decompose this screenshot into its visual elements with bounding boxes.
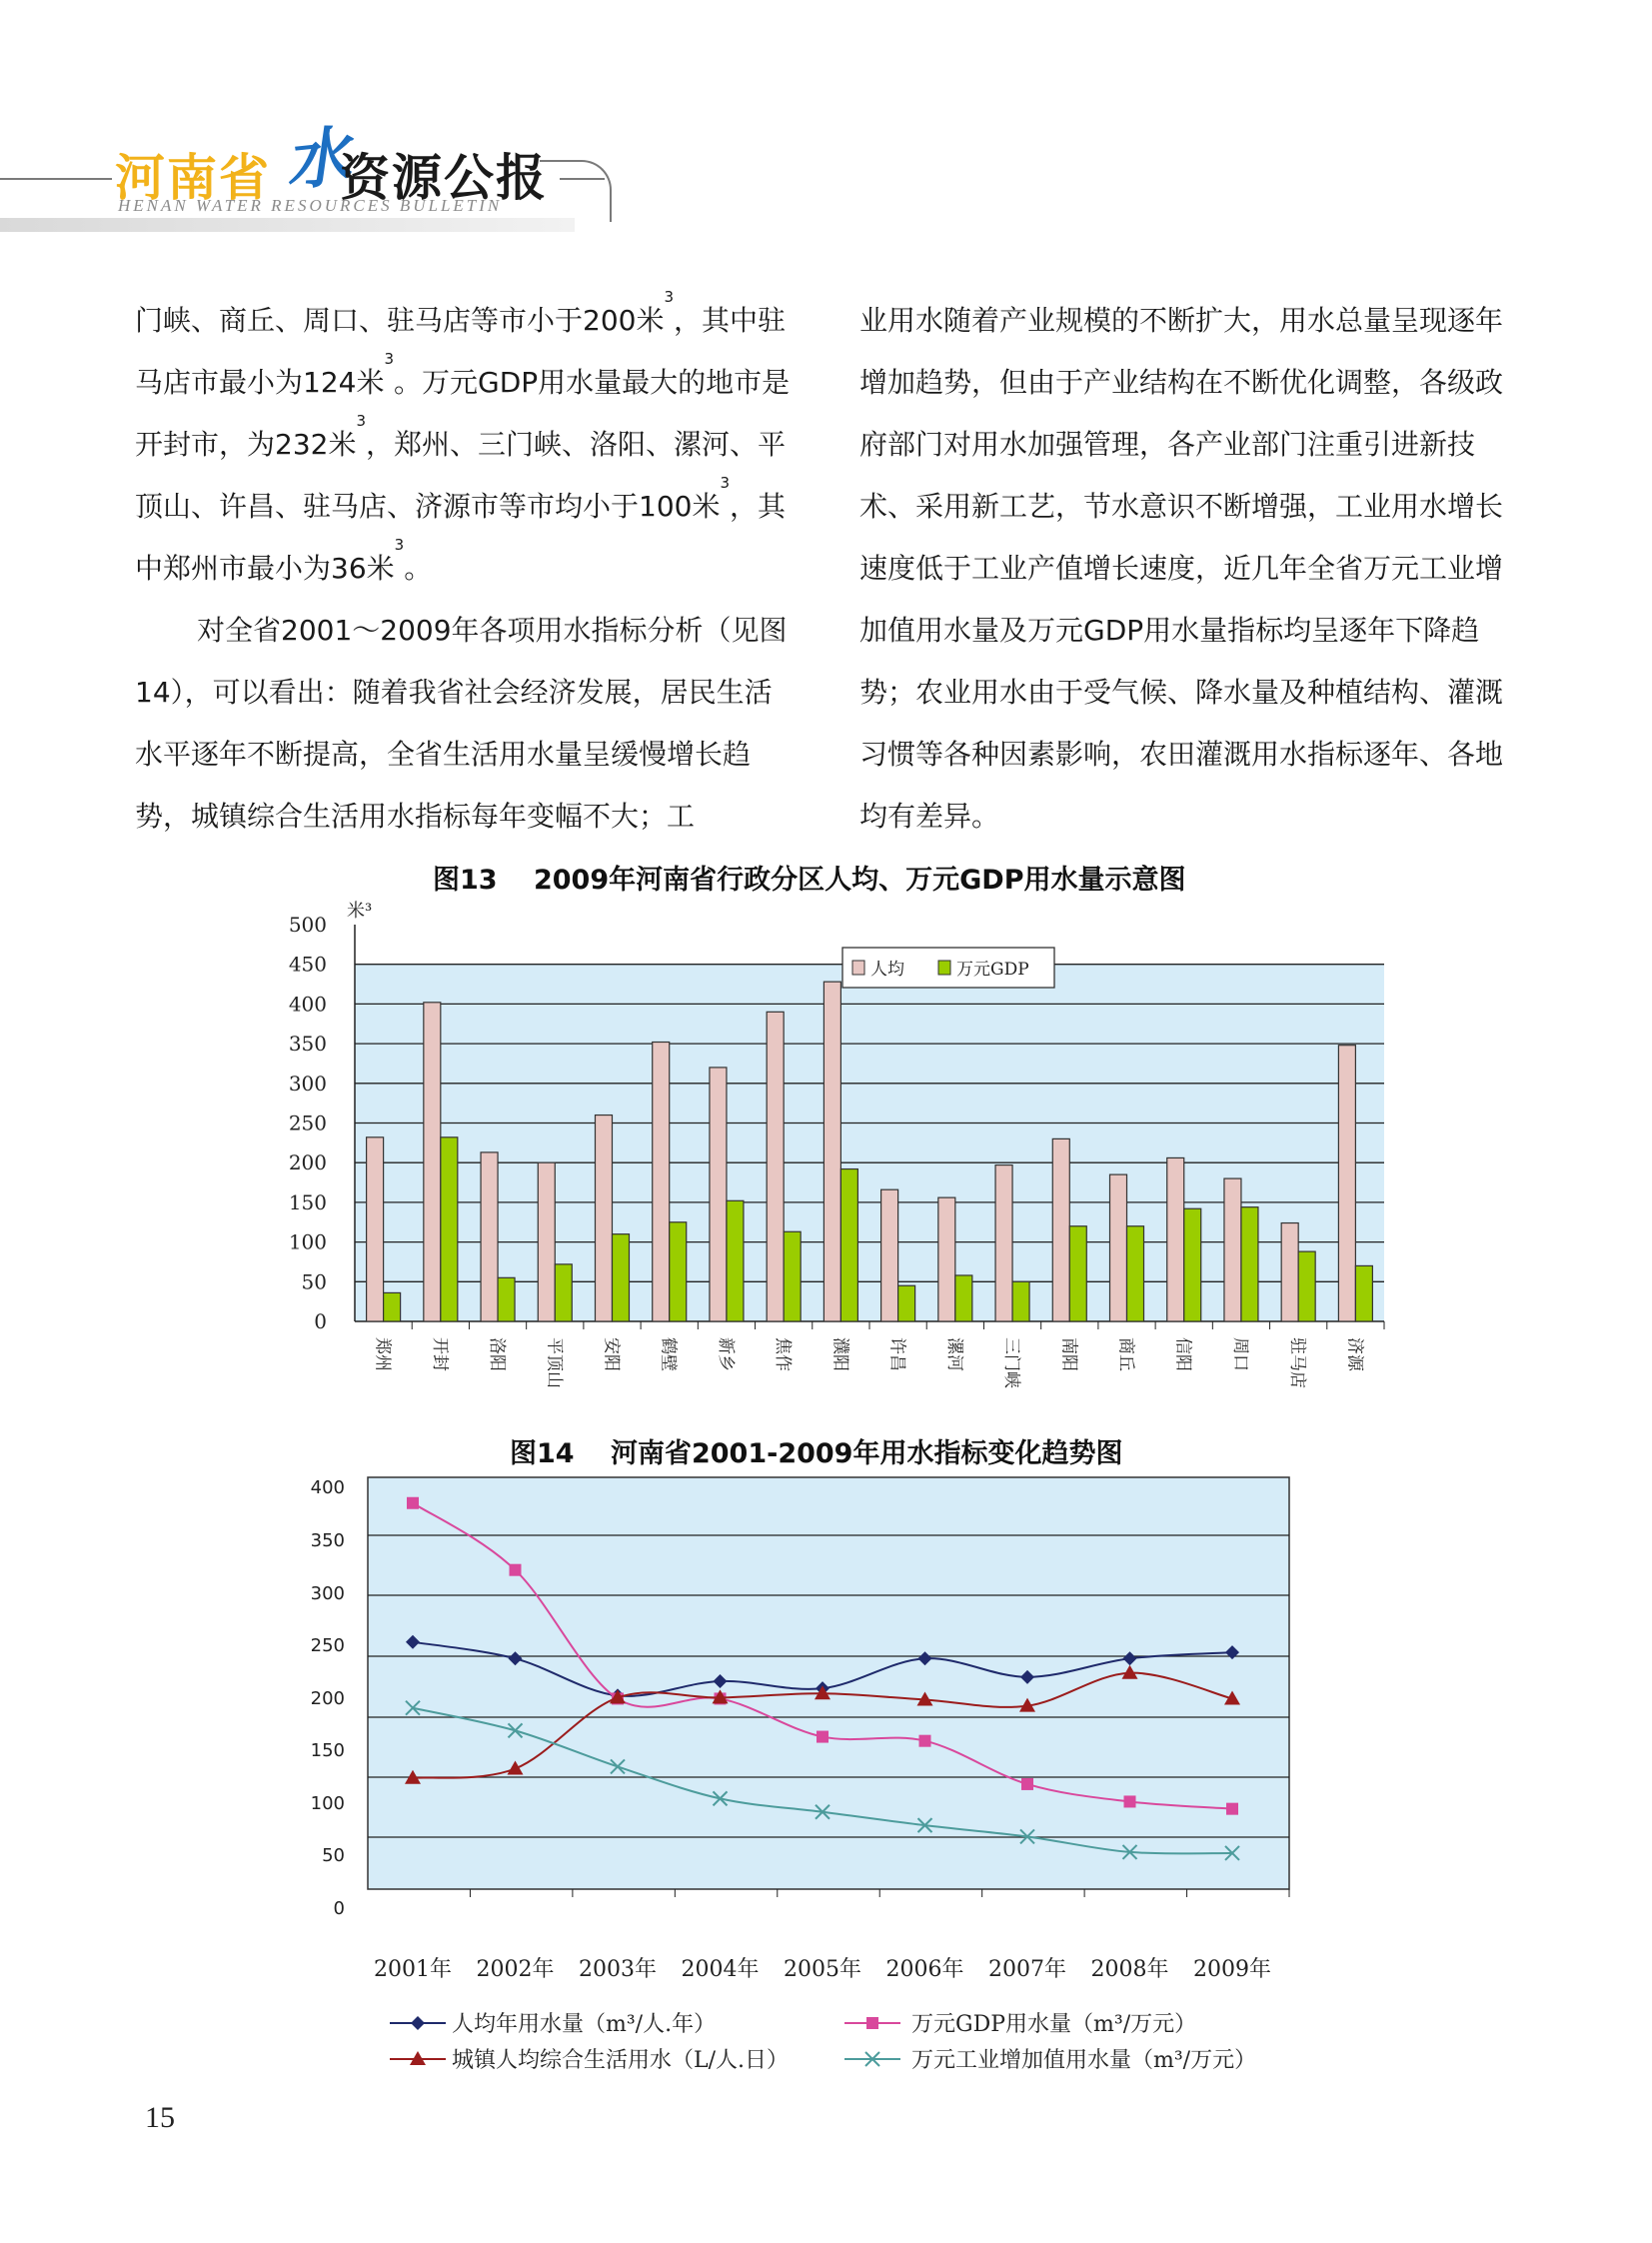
legend-label: 万元GDP bbox=[956, 960, 1029, 980]
series-point-1 bbox=[1124, 1795, 1136, 1807]
bar-per-capita bbox=[653, 1043, 670, 1321]
bar-per-capita bbox=[938, 1197, 955, 1321]
x-category-label: 漯河 bbox=[943, 1337, 964, 1371]
text-run: ，郑州、三门峡、洛阳、漯河、平顶山、许昌、驻马店、济源市等市均小于100米 bbox=[135, 428, 787, 523]
text-run: 。万元GDP用水量最大的地市是开封市，为232米 bbox=[135, 366, 791, 461]
bar-per-capita bbox=[1052, 1138, 1069, 1321]
y-tick-label: 350 bbox=[288, 1032, 327, 1057]
legend-swatch bbox=[938, 961, 950, 975]
header-subtitle: HENAN WATER RESOURCES BULLETIN bbox=[118, 196, 503, 215]
x-category-label: 商丘 bbox=[1115, 1337, 1136, 1371]
y-tick-label: 350 bbox=[310, 1530, 345, 1551]
superscript: 3 bbox=[720, 474, 730, 492]
x-category-label: 许昌 bbox=[886, 1337, 907, 1371]
y-tick-label: 100 bbox=[288, 1229, 327, 1254]
bar-per-capita bbox=[424, 1003, 441, 1321]
y-tick-label: 150 bbox=[310, 1740, 345, 1761]
x-category-label: 濮阳 bbox=[829, 1337, 850, 1371]
paragraph-left-2: 对全省2001～2009年各项用水指标分析（见图14），可以看出：随着我省社会经济发展，居民生活水平逐年不断提高，全省生活用水量呈缓慢增长趋势，城镇综合生活用水指标每年变幅不大；工 bbox=[135, 614, 788, 833]
x-tick-label: 2004年 bbox=[681, 1957, 760, 1982]
legend-marker bbox=[411, 2016, 425, 2030]
y-tick-label: 300 bbox=[288, 1071, 327, 1096]
bar-gdp bbox=[784, 1231, 801, 1321]
bar-per-capita bbox=[538, 1162, 555, 1321]
series-point-1 bbox=[510, 1564, 522, 1576]
figure-13-caption: 图13 2009年河南省行政分区人均、万元GDP用水量示意图 bbox=[433, 865, 1186, 896]
y-tick-label: 150 bbox=[288, 1189, 327, 1214]
legend-label: 人均年用水量（m³/人.年） bbox=[452, 2012, 717, 2037]
x-category-label: 洛阳 bbox=[487, 1337, 508, 1371]
bar-per-capita bbox=[767, 1012, 784, 1321]
bar-gdp bbox=[1355, 1265, 1372, 1321]
bar-per-capita bbox=[481, 1152, 498, 1321]
bar-gdp bbox=[1298, 1251, 1315, 1321]
series-point-1 bbox=[1226, 1803, 1238, 1815]
bar-gdp bbox=[840, 1169, 857, 1321]
y-tick-label: 50 bbox=[301, 1269, 327, 1294]
bar-gdp bbox=[498, 1277, 515, 1321]
bar-gdp bbox=[441, 1137, 458, 1321]
x-tick-label: 2002年 bbox=[476, 1957, 555, 1982]
paragraph-right-1: 业用水随着产业规模的不断扩大，用水总量呈现逐年增加趋势，但由于产业结构在不断优化调整，各级政府部门对用水加强管理，各产业部门注重引进新技术、采用新工艺，节水意识不断增强，工业用水增长速度低于工业产值增长速度，近几年全省万元工业增加值用水量及万元GDP用水量指标均呈逐年下降趋势；农业用水由于受气候、降水量及种植结构、灌溉习惯等各种因素影响，农田灌溉用水指标逐年、各地均有差异。 bbox=[859, 304, 1504, 833]
bar-per-capita bbox=[367, 1137, 384, 1321]
x-category-label: 焦作 bbox=[773, 1337, 794, 1371]
x-tick-label: 2007年 bbox=[988, 1957, 1066, 1982]
bar-per-capita bbox=[881, 1189, 898, 1321]
x-category-label: 信阳 bbox=[1172, 1337, 1193, 1371]
bar-per-capita bbox=[824, 982, 840, 1321]
legend-marker bbox=[866, 2017, 878, 2029]
x-tick-label: 2006年 bbox=[885, 1957, 964, 1982]
series-point-1 bbox=[407, 1497, 419, 1509]
bar-gdp bbox=[1012, 1281, 1029, 1321]
x-category-label: 周口 bbox=[1229, 1337, 1250, 1371]
x-category-label: 鹤壁 bbox=[658, 1337, 679, 1371]
bar-per-capita bbox=[596, 1116, 613, 1321]
text-run: 。 bbox=[404, 552, 433, 585]
y-tick-label: 50 bbox=[322, 1845, 345, 1866]
superscript: 3 bbox=[394, 536, 405, 554]
x-tick-label: 2008年 bbox=[1090, 1957, 1169, 1982]
header-title-part1: 河南省 bbox=[115, 149, 271, 207]
line-chart-plot-area bbox=[368, 1477, 1289, 1889]
x-category-label: 新乡 bbox=[715, 1337, 736, 1371]
series-point-1 bbox=[919, 1735, 931, 1747]
superscript: 3 bbox=[384, 350, 394, 368]
bar-gdp bbox=[727, 1200, 744, 1321]
y-tick-label: 500 bbox=[288, 913, 327, 937]
bar-gdp bbox=[1127, 1226, 1144, 1321]
x-category-label: 驻马店 bbox=[1287, 1337, 1308, 1388]
bar-gdp bbox=[1184, 1208, 1201, 1321]
y-tick-label: 250 bbox=[288, 1111, 327, 1135]
y-tick-label: 250 bbox=[310, 1635, 345, 1656]
bar-gdp bbox=[955, 1275, 972, 1321]
bar-per-capita bbox=[710, 1068, 727, 1321]
x-category-label: 南阳 bbox=[1058, 1337, 1079, 1371]
header-title-part2: 资源公报 bbox=[340, 149, 548, 207]
x-category-label: 开封 bbox=[429, 1337, 450, 1371]
bar-gdp bbox=[384, 1292, 401, 1321]
bar-per-capita bbox=[1110, 1174, 1127, 1321]
y-tick-label: 450 bbox=[288, 952, 327, 977]
superscript: 3 bbox=[356, 412, 366, 430]
x-category-label: 安阳 bbox=[601, 1337, 622, 1371]
y-tick-label: 200 bbox=[288, 1150, 327, 1175]
bar-gdp bbox=[670, 1222, 687, 1321]
text-run: ，其中郑州市最小为36米 bbox=[135, 490, 787, 585]
x-category-label: 郑州 bbox=[372, 1337, 393, 1371]
text-run: ，其中驻马店市最小为124米 bbox=[135, 304, 787, 399]
bar-gdp bbox=[898, 1285, 915, 1321]
bar-per-capita bbox=[1224, 1178, 1241, 1321]
x-tick-label: 2009年 bbox=[1193, 1957, 1271, 1982]
series-point-1 bbox=[1021, 1778, 1033, 1790]
x-category-label: 平顶山 bbox=[544, 1337, 565, 1388]
legend-swatch bbox=[852, 961, 864, 975]
x-tick-label: 2001年 bbox=[374, 1957, 452, 1982]
y-tick-label: 400 bbox=[310, 1477, 345, 1498]
figure-14-caption: 图14 河南省2001-2009年用水指标变化趋势图 bbox=[510, 1438, 1123, 1469]
bar-gdp bbox=[1241, 1207, 1258, 1321]
legend-label: 人均 bbox=[870, 960, 904, 980]
y-tick-label: 0 bbox=[333, 1898, 345, 1919]
superscript: 3 bbox=[664, 288, 674, 306]
text-run: 门峡、商丘、周口、驻马店等市小于200米 bbox=[135, 304, 665, 337]
y-tick-label: 300 bbox=[310, 1583, 345, 1604]
bar-gdp bbox=[1069, 1226, 1086, 1321]
bar-per-capita bbox=[1167, 1157, 1184, 1321]
y-tick-label: 100 bbox=[310, 1793, 345, 1814]
header-title-water-calligraphy: 水 bbox=[281, 119, 354, 201]
y-tick-label: 200 bbox=[310, 1688, 345, 1709]
x-tick-label: 2005年 bbox=[784, 1957, 861, 1982]
series-point-1 bbox=[817, 1731, 828, 1743]
y-tick-label: 400 bbox=[288, 992, 327, 1017]
bar-per-capita bbox=[1338, 1046, 1355, 1321]
bar-gdp bbox=[555, 1264, 572, 1321]
legend-label: 万元GDP用水量（m³/万元） bbox=[911, 2012, 1197, 2037]
y-tick-label: 0 bbox=[314, 1309, 327, 1333]
x-category-label: 三门峡 bbox=[1001, 1337, 1022, 1388]
x-category-label: 济源 bbox=[1344, 1337, 1365, 1371]
legend-label: 万元工业增加值用水量（m³/万元） bbox=[911, 2048, 1257, 2073]
bar-per-capita bbox=[995, 1165, 1012, 1321]
x-tick-label: 2003年 bbox=[579, 1957, 657, 1982]
page-number: 15 bbox=[145, 2101, 175, 2134]
y-unit-label: 米³ bbox=[347, 901, 373, 922]
bar-per-capita bbox=[1281, 1223, 1298, 1321]
bar-gdp bbox=[613, 1234, 630, 1321]
legend-label: 城镇人均综合生活用水（L/人.日） bbox=[452, 2048, 790, 2073]
